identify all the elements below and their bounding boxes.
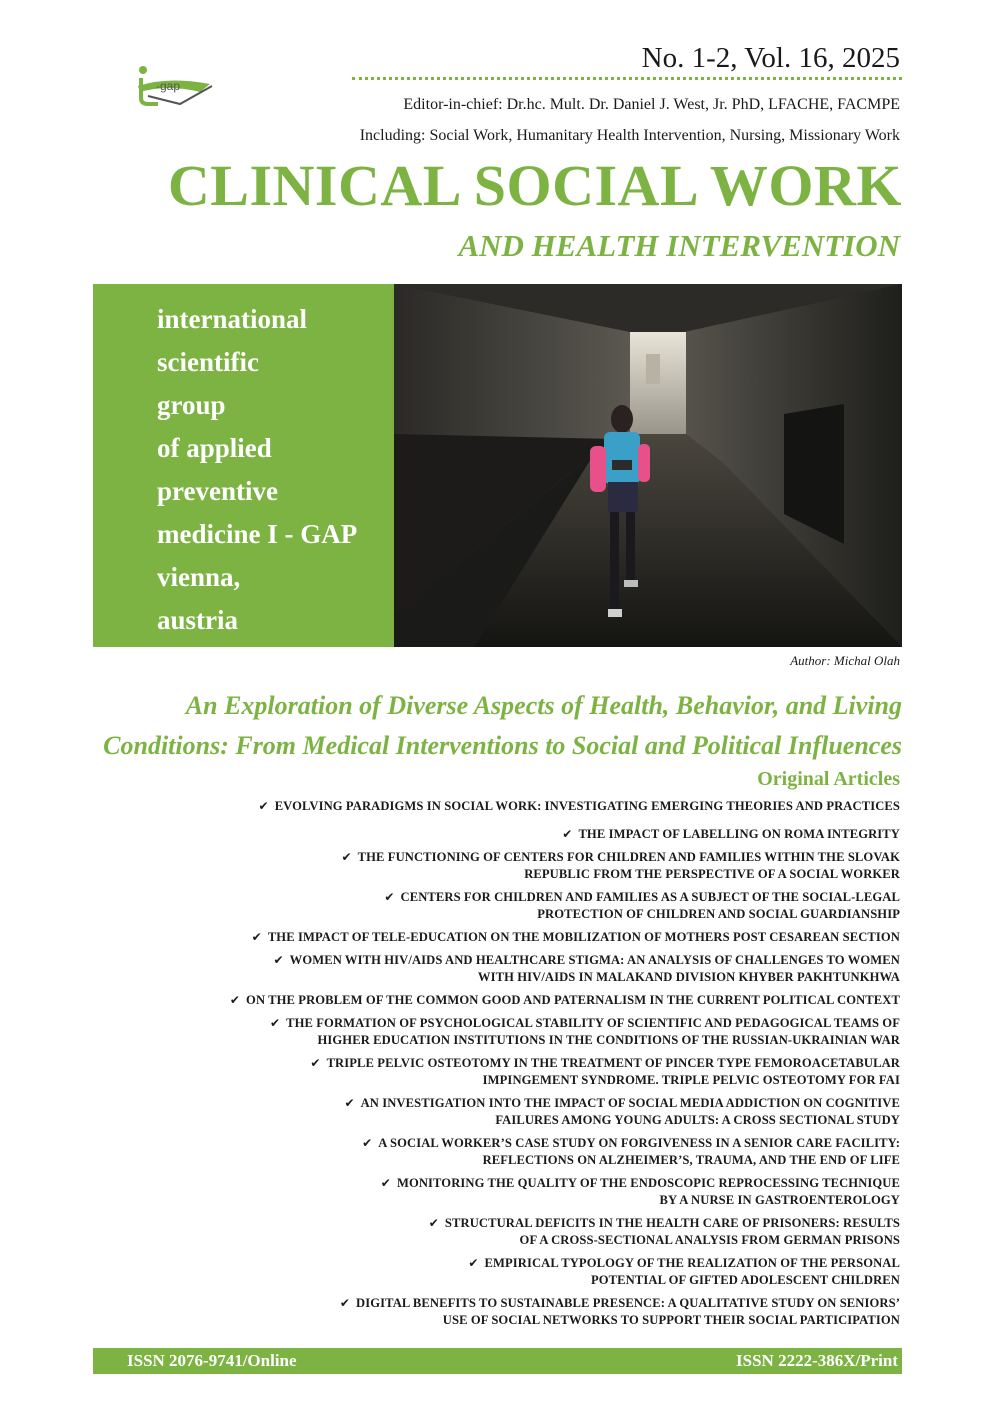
header-divider [352,77,902,80]
article-title-continued: PROTECTION OF CHILDREN AND SOCIAL GUARDIANSHIP [537,907,900,921]
issn-print: ISSN 2222-386X/Print [736,1351,898,1370]
checkmark-icon: ✔ [251,930,262,944]
checkmark-icon: ✔ [273,953,284,967]
issue-number: No. 1-2, Vol. 16, 2025 [641,42,900,74]
cover-photo [394,284,902,647]
photo-credit: Author: Michal Olah [790,653,900,668]
issn-online: ISSN 2076-9741/Online [127,1351,297,1370]
checkmark-icon: ✔ [384,890,395,904]
org-line: vienna, [157,562,241,592]
article-item[interactable] [100,1295,900,1329]
checkmark-icon: ✔ [341,850,352,864]
journal-subtitle: AND HEALTH INTERVENTION [458,228,900,263]
article-item[interactable] [100,1255,900,1289]
article-title-continued: FAILURES AMONG YOUNG ADULTS: A CROSS SECTIONAL STUDY [495,1113,900,1127]
article-item[interactable] [100,1175,900,1209]
article-title: AN INVESTIGATION INTO THE IMPACT OF SOCIAL MEDIA ADDICTION ON COGNITIVE [360,1096,900,1110]
org-line: international [157,304,308,334]
article-title-continued: HIGHER EDUCATION INSTITUTIONS IN THE CONDITIONS OF THE RUSSIAN-UKRAINIAN WAR [317,1033,900,1047]
issn-footer [93,1348,902,1374]
checkmark-icon: ✔ [362,1136,373,1150]
article-title: THE FUNCTIONING OF CENTERS FOR CHILDREN AND FAMILIES WITHIN THE SLOVAK [357,850,900,864]
article-title: TRIPLE PELVIC OSTEOTOMY IN THE TREATMENT OF PINCER TYPE FEMOROACETABULAR [326,1056,900,1070]
article-title-continued: USE OF SOCIAL NETWORKS TO SUPPORT THEIR SOCIAL PARTICIPATION [442,1313,900,1327]
article-item[interactable] [100,952,900,986]
article-item[interactable] [100,798,900,815]
article-title: EMPIRICAL TYPOLOGY OF THE REALIZATION OF THE PERSONAL [484,1256,900,1270]
article-item[interactable] [100,849,900,883]
logo-text: -gap [156,79,181,93]
organization-panel [93,284,394,647]
article-item[interactable] [100,1135,900,1169]
article-title-continued: REPUBLIC FROM THE PERSPECTIVE OF A SOCIAL WORKER [524,867,900,881]
article-title: CENTERS FOR CHILDREN AND FAMILIES AS A SUBJECT OF THE SOCIAL-LEGAL [400,890,900,904]
journal-title: CLINICAL SOCIAL WORK [167,153,902,218]
article-title-continued: POTENTIAL OF GIFTED ADOLESCENT CHILDREN [590,1273,900,1287]
checkmark-icon: ✔ [310,1056,321,1070]
article-title: MONITORING THE QUALITY OF THE ENDOSCOPIC REPROCESSING TECHNIQUE [396,1176,900,1190]
corridor-photo-illustration [394,284,902,647]
article-item[interactable] [100,1095,900,1129]
organization-name [157,298,357,642]
article-item[interactable] [100,1055,900,1089]
checkmark-icon: ✔ [339,1296,351,1310]
article-title: THE FORMATION OF PSYCHOLOGICAL STABILITY OF SCIENTIFIC AND PEDAGOGICAL TEAMS OF [286,1016,900,1030]
article-title-continued: REFLECTIONS ON ALZHEIMER’S, TRAUMA, AND THE END OF LIFE [482,1153,900,1167]
article-title: THE IMPACT OF LABELLING ON ROMA INTEGRITY [578,827,900,841]
article-title-continued: IMPINGEMENT SYNDROME. TRIPLE PELVIC OSTEOTOMY FOR FAI [482,1073,900,1087]
article-title: WOMEN WITH HIV/AIDS AND HEALTHCARE STIGMA: AN ANALYSIS OF CHALLENGES TO WOMEN [289,953,900,967]
article-title: EVOLVING PARADIGMS IN SOCIAL WORK: INVESTIGATING EMERGING THEORIES AND PRACTICES [274,799,900,813]
checkmark-icon: ✔ [562,827,573,841]
org-line: preventive [157,476,278,506]
article-item[interactable] [100,889,900,923]
article-item[interactable] [100,1015,900,1049]
issue-headline: An Exploration of Diverse Aspects of Health, Behavior, and Living Conditions: From Medical Interventions to Social and Political Influences [103,691,902,760]
checkmark-icon: ✔ [258,799,269,813]
article-item[interactable] [100,929,900,946]
org-line: group [157,390,226,420]
checkmark-icon: ✔ [380,1176,391,1190]
article-item[interactable] [100,826,900,843]
checkmark-icon: ✔ [468,1256,479,1270]
article-title: ON THE PROBLEM OF THE COMMON GOOD AND PATERNALISM IN THE CURRENT POLITICAL CONTEXT [246,993,900,1007]
journal-scope: Including: Social Work, Humanitary Health Intervention, Nursing, Missionary Work [359,127,900,144]
article-item[interactable] [100,1215,900,1249]
article-title: THE IMPACT OF TELE-EDUCATION ON THE MOBILIZATION OF MOTHERS POST CESAREAN SECTION [267,930,900,944]
checkmark-icon: ✔ [229,993,241,1007]
org-line: medicine I - GAP [157,519,358,549]
org-line: scientific [157,347,259,377]
org-line: austria [157,605,238,635]
section-label: Original Articles [757,768,900,790]
article-title: A SOCIAL WORKER’S CASE STUDY ON FORGIVENESS IN A SENIOR CARE FACILITY: [378,1136,900,1150]
checkmark-icon: ✔ [428,1216,439,1230]
checkmark-icon: ✔ [269,1016,281,1030]
i-gap-logo-icon [128,58,220,110]
article-list [100,798,900,1335]
org-line: of applied [157,433,272,463]
checkmark-icon: ✔ [344,1096,355,1110]
article-item[interactable] [100,992,900,1009]
article-title: DIGITAL BENEFITS TO SUSTAINABLE PRESENCE: A QUALITATIVE STUDY ON SENIORS’ [356,1296,900,1310]
article-title-continued: BY A NURSE IN GASTROENTEROLOGY [659,1193,900,1207]
editor-in-chief: Editor-in-chief: Dr.hc. Mult. Dr. Daniel J. West, Jr. PhD, LFACHE, FACMPE [403,96,900,113]
journal-logo [128,58,220,110]
article-title: STRUCTURAL DEFICITS IN THE HEALTH CARE OF PRISONERS: RESULTS [444,1216,900,1230]
article-title-continued: WITH HIV/AIDS IN MALAKAND DIVISION KHYBER PAKHTUNKHWA [477,970,900,984]
article-title-continued: OF A CROSS-SECTIONAL ANALYSIS FROM GERMAN PRISONS [519,1233,900,1247]
